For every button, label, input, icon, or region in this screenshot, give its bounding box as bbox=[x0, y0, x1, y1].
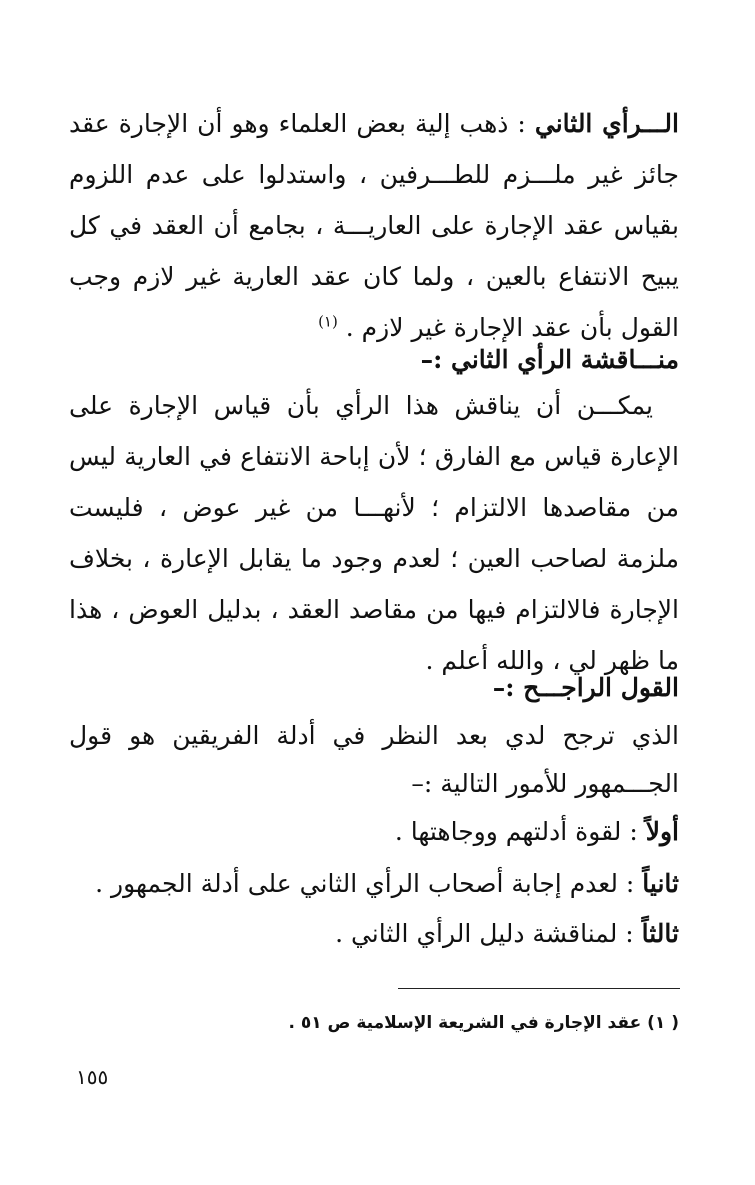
reason-item-2 bbox=[69, 864, 679, 904]
reason-item-1 bbox=[69, 812, 679, 852]
page-number: ١٥٥ bbox=[76, 1065, 109, 1089]
second-opinion-lead: الـــرأي الثاني bbox=[534, 109, 679, 138]
footnote: ( ١) عقد الإجارة في الشريعة الإسلامية ص ٥١ . bbox=[288, 1013, 679, 1033]
reason-item-3-text: : لمناقشة دليل الرأي الثاني . bbox=[335, 919, 642, 948]
reason-item-1-text: : لقوة أدلتهم ووجاهتها . bbox=[394, 817, 646, 846]
footnote-reference[interactable]: (١) bbox=[318, 312, 338, 331]
discussion-text: يمكـــن أن يناقش هذا الرأي بأن قياس الإجارة على الإعارة قياس مع الفارق ؛ لأن إباحة الانتفاع في العارية ليس من مقاصدها الالتزام ؛ لأنهـــا من غير عوض ، فليست ملزمة لصاحب العين ؛ لعدم وجود ما يقابل الإعارة ، بخلاف الإجارة فالالتزام فيها من مقاصد العقد ، بدليل العوض ، هذا ما ظهر لي ، والله أعلم . bbox=[69, 391, 679, 675]
reason-item-2-key: ثانياً bbox=[642, 869, 679, 898]
reason-item-1-key: أولاً bbox=[645, 817, 679, 846]
preferred-opinion-heading: القول الراجـــح :– bbox=[492, 673, 679, 702]
discussion-paragraph bbox=[69, 380, 679, 686]
footnote-separator bbox=[398, 988, 680, 989]
preferred-opinion-intro-text: الذي ترجح لدي بعد النظر في أدلة الفريقين هو قول الجـــمهور للأمور التالية :– bbox=[69, 721, 679, 798]
second-opinion-text: : ذهب إلية بعض العلماء وهو أن الإجارة عقد جائز غير ملـــزم للطـــرفين ، واستدلوا على عدم اللزوم بقياس عقد الإجارة على العاريـــة ، بجامع أن العقد في كل يبيح الانتفاع بالعين ، ولما كان عقد العارية غير لازم وجب القول بأن عقد الإجارة غير لازم . bbox=[69, 109, 679, 342]
reason-item-3-key: ثالثاً bbox=[641, 919, 679, 948]
discussion-heading: منـــاقشة الرأي الثاني :– bbox=[420, 345, 679, 374]
preferred-opinion-intro bbox=[69, 712, 679, 808]
reason-item-2-text: : لعدم إجابة أصحاب الرأي الثاني على أدلة الجمهور . bbox=[95, 869, 643, 898]
second-opinion-paragraph bbox=[69, 98, 679, 353]
reason-item-3 bbox=[69, 914, 679, 954]
